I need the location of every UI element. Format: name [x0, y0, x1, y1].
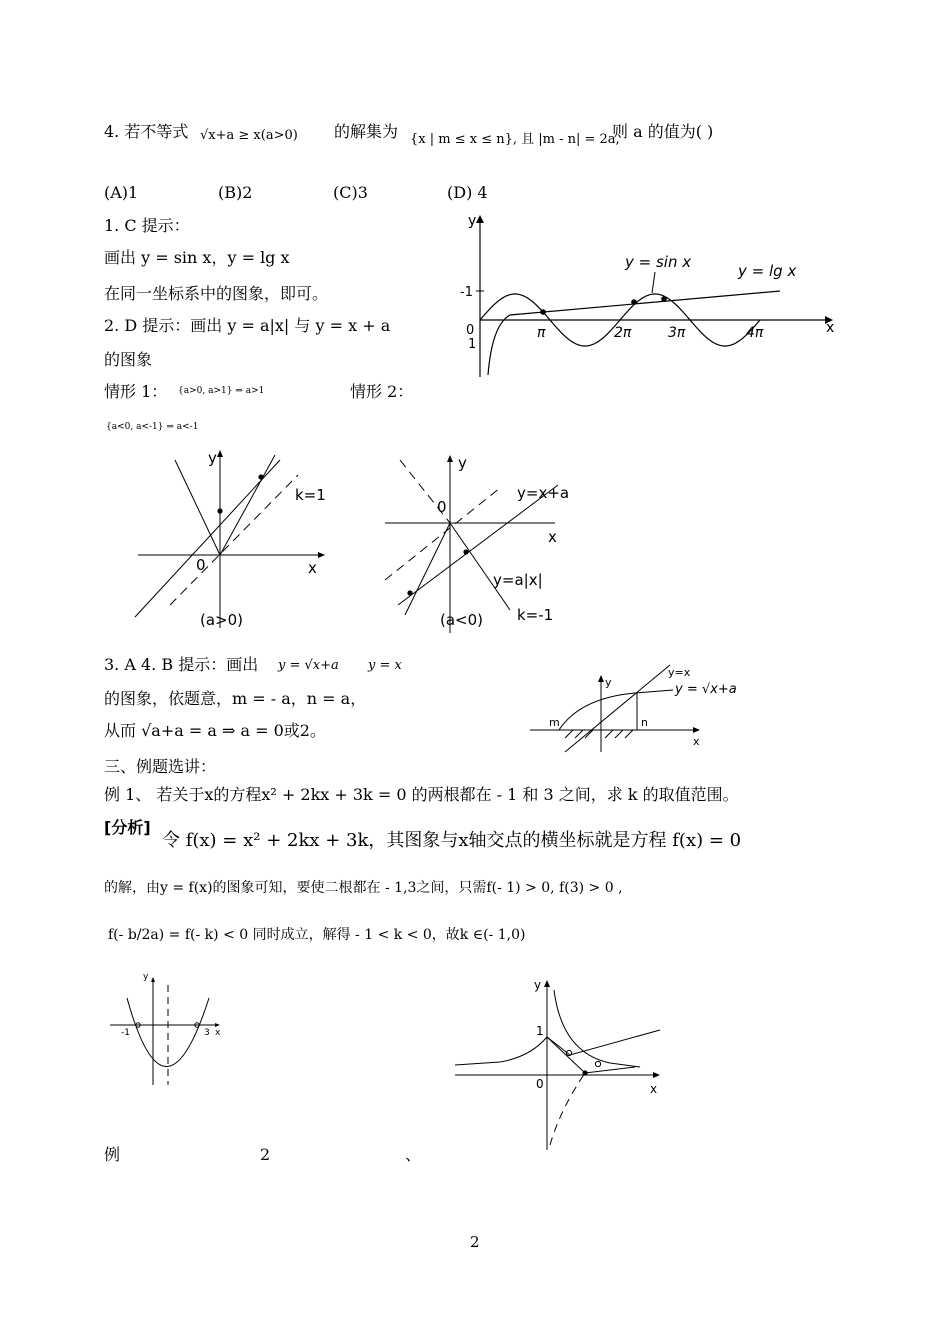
fig5-x: x [650, 1082, 658, 1096]
abs-graph-a-negative [380, 450, 590, 640]
fig3-m: m [549, 716, 560, 729]
fig3-yx: y=x [668, 666, 691, 679]
fig1-pi: π [537, 325, 546, 341]
fig1-one: 1 [468, 337, 477, 352]
fig2b-line2: y=a|x| [493, 571, 543, 589]
ans1-line2: 画出 y = sin x，y = lg x [104, 248, 290, 267]
fig1-2pi: 2π [614, 325, 632, 341]
analysis-label: [分析] [104, 818, 151, 837]
case2-condition: {a<0, a<-1} ⇒ a<-1 [106, 422, 199, 432]
ans1-line1: 1. C 提示： [104, 216, 190, 235]
sin-lg-graph [440, 205, 840, 385]
example2-punct: 、 [405, 1145, 422, 1164]
fig3-ysqrt: y = √x+a [675, 682, 737, 697]
fig1-y-label: y [468, 213, 477, 229]
fig3-x: x [693, 735, 700, 748]
case2-label: 情形 2： [350, 382, 414, 401]
fig1-4pi: 4π [746, 325, 764, 341]
fig2a-origin: 0 [196, 556, 206, 574]
example2-number: 2 [260, 1145, 271, 1164]
fig4-x: x [215, 1028, 221, 1038]
sqrt-graph [525, 660, 765, 755]
ans34-eq1: y = √x+a [278, 658, 339, 673]
curves-graph [450, 975, 670, 1155]
choice-b: (B)2 [218, 183, 253, 202]
fig1-lg-label: y = lg x [738, 262, 797, 280]
fig2b-line1: y=x+a [517, 484, 570, 502]
fig5-origin: 0 [536, 1077, 544, 1091]
analysis-line2: 的解，由y = f(x)的图象可知，要使二根都在 - 1,3之间，只需f(- 1) > 0, f(3) > 0 , [104, 880, 623, 896]
fig2b-origin: 0 [437, 498, 447, 516]
ans2-line1: 2. D 提示：画出 y = a|x| 与 y = x + a [104, 316, 391, 335]
fig2b-caption: (a<0) [440, 611, 484, 629]
fig4-y: y [143, 972, 149, 982]
fig4-three: 3 [204, 1028, 210, 1038]
q4-mid: 的解集为 [334, 122, 399, 141]
fig1-3pi: 3π [668, 325, 686, 341]
example2-label: 例 [104, 1145, 121, 1164]
fig3-y: y [605, 676, 612, 689]
fig3-n: n [641, 716, 648, 729]
case1-label: 情形 1： [104, 382, 168, 401]
fig2b-y: y [458, 454, 467, 472]
abs-graph-a-positive [130, 445, 340, 635]
fig4-neg1: -1 [121, 1028, 130, 1038]
choice-c: (C)3 [333, 183, 368, 202]
fig2b-k: k=-1 [517, 606, 554, 624]
ans34-eq2: y = x [368, 658, 402, 673]
q4-tail: 则 a 的值为( ) [612, 122, 714, 141]
choice-d: (D) 4 [447, 183, 488, 202]
page-number: 2 [470, 1233, 480, 1251]
section-heading: 三、例题选讲： [104, 757, 217, 776]
fig2b-x: x [548, 528, 557, 546]
fig1-sin-label: y = sin x [625, 253, 692, 271]
fig2a-x: x [308, 559, 317, 577]
analysis-line3: f(- b/2a) = f(- k) < 0 同时成立，解得 - 1 < k < 0，故k ∈(- 1,0) [108, 927, 526, 943]
ans1-line3: 在同一坐标系中的图象，即可。 [104, 284, 329, 303]
case1-condition: {a>0, a>1} ⇒ a>1 [178, 386, 265, 396]
q4-set: {x | m ≤ x ≤ n}, 且 |m - n| = 2a, [410, 132, 620, 147]
q4-prefix: 4. 若不等式 [104, 122, 189, 141]
parabola-graph [105, 965, 235, 1090]
fig1-origin: 0 [466, 323, 475, 338]
fig5-one: 1 [536, 1024, 544, 1038]
fig2a-y: y [208, 449, 217, 467]
fig1-x-label: x [826, 320, 835, 336]
example1: 例 1、 若关于x的方程x² + 2kx + 3k = 0 的两根都在 - 1 和 3 之间，求 k 的取值范围。 [104, 785, 739, 804]
choice-a: (A)1 [104, 183, 139, 202]
ans34-line1: 3. A 4. B 提示：画出 [104, 655, 259, 674]
ans34-line2: 的图象，依题意，m = - a，n = a， [104, 689, 367, 708]
fig1-neg1: -1 [460, 285, 473, 300]
fig5-y: y [534, 978, 542, 992]
analysis-line1: 令 f(x) = x² + 2kx + 3k，其图象与x轴交点的横坐标就是方程 f(x) = 0 [162, 830, 742, 851]
fig2a-caption: (a>0) [200, 611, 244, 629]
fig2a-k: k=1 [295, 486, 326, 504]
ans34-line3: 从而 √a+a = a ⇒ a = 0或2。 [104, 721, 326, 740]
ans2-line2: 的图象 [104, 350, 153, 369]
q4-inequality: √x+a ≥ x(a>0) [200, 128, 298, 143]
